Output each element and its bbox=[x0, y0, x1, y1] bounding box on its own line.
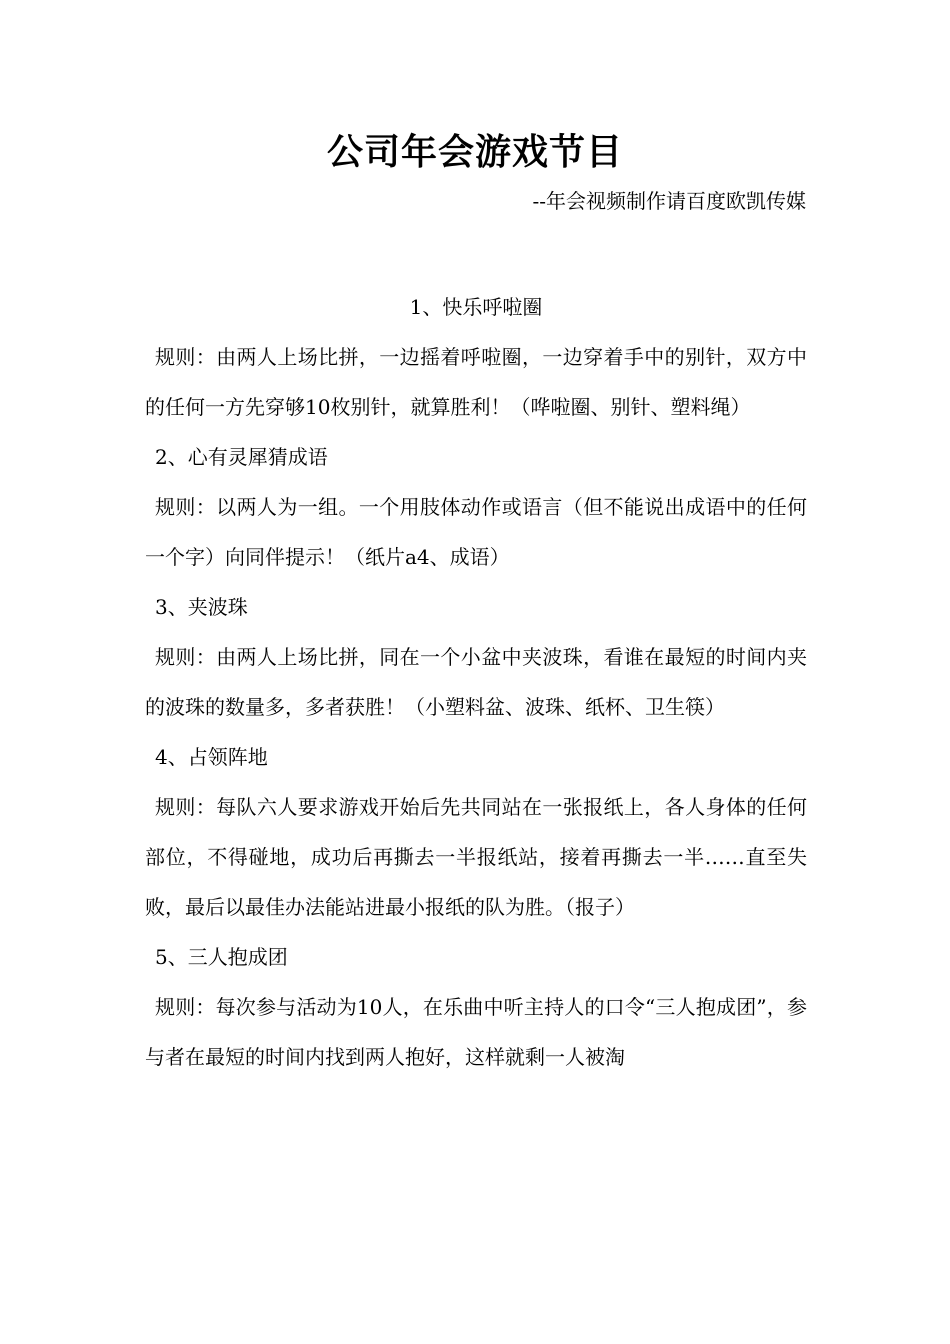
section-heading-1: 1、快乐呼啦圈 bbox=[409, 295, 543, 319]
section-rule-3: 规则：由两人上场比拼，同在一个小盆中夹波珠，看谁在最短的时间内夹的波珠的数量多，多者获胜！（小塑料盆、波珠、纸杯、卫生筷） bbox=[145, 645, 807, 719]
section-heading-3: 3、夹波珠 bbox=[155, 595, 248, 619]
section-rule-5: 规则：每次参与活动为10人，在乐曲中听主持人的口令“三人抱成团”，参与者在最短的时间内找到两人抱好，这样就剩一人被淘 bbox=[145, 995, 807, 1069]
section-heading-4: 4、占领阵地 bbox=[155, 745, 268, 769]
document-title: 公司年会游戏节目 bbox=[326, 131, 623, 173]
document-body bbox=[145, 282, 807, 1082]
section-heading-2: 2、心有灵犀猜成语 bbox=[155, 445, 328, 469]
document-subtitle: --年会视频制作请百度欧凯传媒 bbox=[532, 189, 806, 213]
section-heading-5: 5、三人抱成团 bbox=[155, 945, 288, 969]
section-rule-4: 规则：每队六人要求游戏开始后先共同站在一张报纸上，各人身体的任何部位，不得碰地，成功后再撕去一半报纸站，接着再撕去一半……直至失败，最后以最佳办法能站进最小报纸的队为胜。（报子） bbox=[145, 795, 807, 919]
section-rule-1: 规则：由两人上场比拼，一边摇着呼啦圈，一边穿着手中的别针，双方中的任何一方先穿够10枚别针，就算胜利！（哗啦圈、别针、塑料绳） bbox=[145, 345, 807, 419]
section-rule-2: 规则：以两人为一组。一个用肢体动作或语言（但不能说出成语中的任何一个字）向同伴提示！（纸片a4、成语） bbox=[145, 495, 807, 569]
